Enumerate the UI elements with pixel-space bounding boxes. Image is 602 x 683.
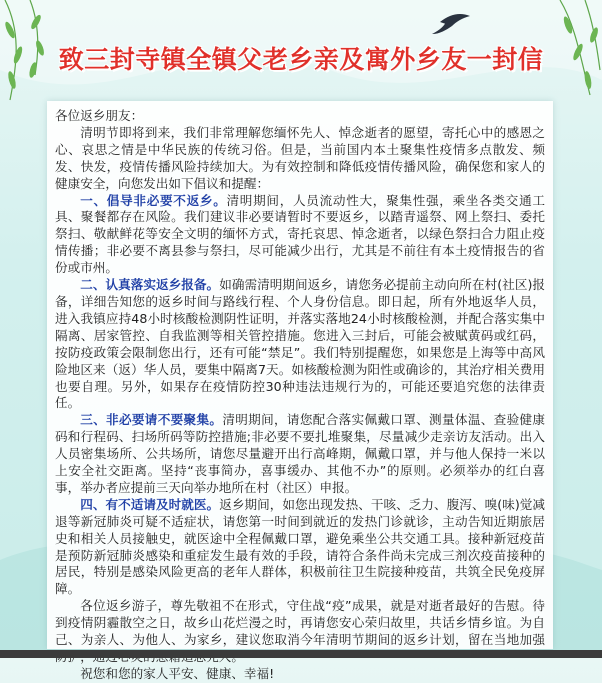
greeting: 各位返乡朋友： xyxy=(55,108,144,123)
section-2 xyxy=(55,277,545,412)
section-1-heading: 一、倡导非必要不返乡。 xyxy=(80,192,227,208)
section-3-body: 清明期间，请您配合落实佩戴口罩、测量体温、查验健康码和行程码、扫场所码等防控措施;非必要不要扎堆聚集，尽量减少走亲访友活动。出入人员密集场所、公共场所，请您尽量避开出行高峰期，佩戴口罩，并与他人保持一米以上安全社交距离。坚持“丧事简办，喜事缓办、其他不办”的原则。必须举办的红白喜事，举办者应提前三天向举办地所在村（社区）申报。 xyxy=(55,412,546,495)
section-4 xyxy=(55,497,545,598)
section-2-body: 如确需清明期间返乡，请您务必提前主动向所在村(社区)报备，详细告知您的返乡时间与路线行程、个人身份信息。即日起，所有外地返华人员，进入我镇应持48小时核酸检测阴性证明，并落实落地24小时核酸检测，并配合落实集中隔离、居家管控、自我监测等相关管控措施。您进入三封后，可能会被赋黄码或红码，按防疫政策会限制您出行，还有可能“禁足”。我们特别提醒您，如果您是上海等中高风险地区来（返）华人员，要集中隔离7天。如核酸检测为阳性或确诊的，其治疗相关费用也要自理。另外，如果存在疫情防控30种违法违规行为的，可能还要追究您的法律责任。 xyxy=(55,277,546,411)
section-4-body: 返乡期间，如您出现发热、干咳、乏力、腹泻、嗅(味)觉减退等新冠肺炎可疑不适症状，请您第一时间到就近的发热门诊就诊，主动告知近期旅居史和相关人员接触史，就医途中全程佩戴口罩，避免乘坐公共交通工具。接种新冠疫苗是预防新冠肺炎感染和重症发生最有效的手段，请符合条件尚未完成三剂次疫苗接种的居民，特别是感染风险更高的老年人群体，积极前往卫生院接种疫苗，共筑全民免疫屏障。 xyxy=(55,496,546,597)
closing-paragraph: 各位返乡游子，尊先敬祖不在形式，守住战“疫”成果，就是对逝者最好的告慰。待到疫情阴霾散空之日，故乡山花烂漫之时，再请您安心荣归故里，共话乡情乡谊。为自己、为亲人、为他人、为家乡，建议您取消今年清明节期间的返乡计划，留在当地加强 xyxy=(55,598,545,648)
section-3-heading: 三、非必要请不要聚集。 xyxy=(80,412,223,428)
closing-wish: 祝您和您的家人平安、健康、幸福! xyxy=(80,665,275,681)
section-4-heading: 四、有不适请及时就医。 xyxy=(80,496,220,512)
section-2-heading: 二、认真落实返乡报备。 xyxy=(80,277,220,293)
letter-body xyxy=(47,101,553,681)
page-title: 致三封寺镇全镇父老乡亲及寓外乡友一封信 xyxy=(58,45,544,74)
section-1-body: 清明期间，人员流动性大，聚集性强，乘坐各类交通工具、聚餐都存在风险。我们建议非必要请暂时不要返乡，以踏青遥祭、网上祭扫、委托祭扫、敬献鲜花等安全文明的缅怀方式，寄托哀思、悼念逝者，以绿色祭扫合力阻止疫情传播；非必要不离县参与祭扫，尽可能减少出行，尤其是不前往有本土疫情报告的省份或市州。 xyxy=(55,192,546,276)
section-1 xyxy=(55,193,545,278)
intro-paragraph: 清明节即将到来，我们非常理解您缅怀先人、悼念逝者的愿望，寄托心中的感恩之心、哀思之情是中华民族的传统习俗。但是，当前国内本土聚集性疫情多点散发、频发、快发，疫情传播风险持续加大。为有效控制和降低疫情传播风险，确保您和家人的健康安全，向您发出如下倡议和提醒： xyxy=(55,124,545,191)
section-3 xyxy=(55,412,545,497)
bottom-edge xyxy=(0,650,602,658)
